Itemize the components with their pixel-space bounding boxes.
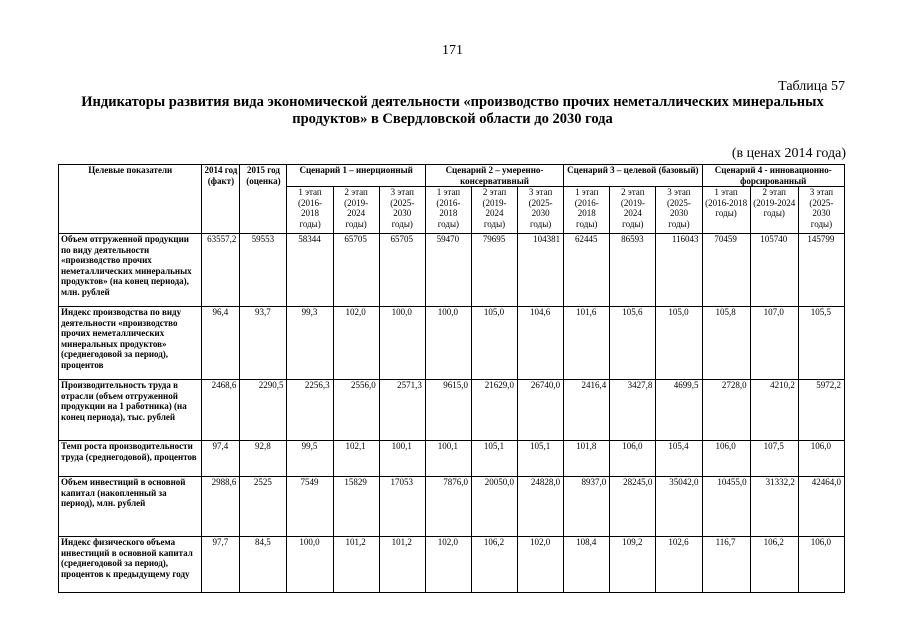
cell-value: 3427,8 xyxy=(610,380,656,441)
cell-value: 92,8 xyxy=(240,441,287,477)
row-indicator-name: Индекс производства по виду деятельности «производство прочих неметаллических минеральных продуктов» (среднегодовой за период), процентов xyxy=(59,307,202,380)
cell-value: 107,5 xyxy=(750,441,798,477)
table-row xyxy=(59,234,845,307)
stage-3-header: 3 этап (2025-2030 годы) xyxy=(798,187,844,234)
cell-value: 84,5 xyxy=(240,537,287,593)
cell-value: 100,1 xyxy=(425,441,471,477)
cell-value: 28245,0 xyxy=(610,477,656,537)
cell-value: 4210,2 xyxy=(750,380,798,441)
cell-value: 106,2 xyxy=(471,537,517,593)
cell-value: 97,7 xyxy=(202,537,240,593)
cell-value: 100,0 xyxy=(287,537,333,593)
cell-value: 24828,0 xyxy=(518,477,564,537)
cell-value: 2416,4 xyxy=(564,380,610,441)
cell-value: 42464,0 xyxy=(798,477,844,537)
cell-value: 99,5 xyxy=(287,441,333,477)
cell-value: 145799 xyxy=(798,234,844,307)
cell-value: 102,0 xyxy=(518,537,564,593)
stage-2-header: 2 этап (2019-2024 годы) xyxy=(471,187,517,234)
header-scenario-2: Сценарий 2 – умеренно-консервативный xyxy=(425,165,563,187)
table-label: Таблица 57 xyxy=(778,79,845,94)
cell-value: 63557,2 xyxy=(202,234,240,307)
cell-value: 105,6 xyxy=(610,307,656,380)
cell-value: 106,0 xyxy=(798,441,844,477)
cell-value: 105,5 xyxy=(798,307,844,380)
page-number: 171 xyxy=(442,43,463,58)
cell-value: 31332,2 xyxy=(750,477,798,537)
cell-value: 108,4 xyxy=(564,537,610,593)
cell-value: 101,2 xyxy=(379,537,425,593)
cell-value: 105740 xyxy=(750,234,798,307)
cell-value: 116043 xyxy=(656,234,702,307)
cell-value: 7876,0 xyxy=(425,477,471,537)
header-scenario-3: Сценарий 3 – целевой (базовый) xyxy=(564,165,702,187)
cell-value: 2290,5 xyxy=(240,380,287,441)
cell-value: 101,8 xyxy=(564,441,610,477)
cell-value: 5972,2 xyxy=(798,380,844,441)
cell-value: 70459 xyxy=(702,234,750,307)
header-row-scenarios xyxy=(59,165,845,187)
cell-value: 7549 xyxy=(287,477,333,537)
cell-value: 104,6 xyxy=(518,307,564,380)
stage-3-header: 3 этап (2025-2030 годы) xyxy=(518,187,564,234)
stage-2-header: 2 этап (2019-2024 годы) xyxy=(750,187,798,234)
cell-value: 59553 xyxy=(240,234,287,307)
cell-value: 101,2 xyxy=(333,537,379,593)
cell-value: 59470 xyxy=(425,234,471,307)
stage-3-header: 3 этап (2025-2030 годы) xyxy=(379,187,425,234)
cell-value: 21629,0 xyxy=(471,380,517,441)
header-scenario-4: Сценарий 4 - инновационно-форсированный xyxy=(702,165,845,187)
cell-value: 106,2 xyxy=(750,537,798,593)
cell-value: 17053 xyxy=(379,477,425,537)
cell-value: 2525 xyxy=(240,477,287,537)
cell-value: 93,7 xyxy=(240,307,287,380)
cell-value: 10455,0 xyxy=(702,477,750,537)
cell-value: 97,4 xyxy=(202,441,240,477)
cell-value: 102,0 xyxy=(333,307,379,380)
header-indicator: Целевые показатели xyxy=(59,165,202,234)
document-title xyxy=(40,94,865,128)
cell-value: 105,8 xyxy=(702,307,750,380)
title-line-1: Индикаторы развития вида экономической деятельности «производство прочих неметаллических минеральных xyxy=(81,94,824,110)
cell-value: 79695 xyxy=(471,234,517,307)
cell-value: 105,1 xyxy=(518,441,564,477)
cell-value: 8937,0 xyxy=(564,477,610,537)
cell-value: 100,0 xyxy=(379,307,425,380)
cell-value: 101,6 xyxy=(564,307,610,380)
cell-value: 2571,3 xyxy=(379,380,425,441)
cell-value: 62445 xyxy=(564,234,610,307)
cell-value: 65705 xyxy=(333,234,379,307)
cell-value: 15829 xyxy=(333,477,379,537)
cell-value: 104381 xyxy=(518,234,564,307)
cell-value: 116,7 xyxy=(702,537,750,593)
row-indicator-name: Производительность труда в отрасли (объем отгруженной продукции на 1 работника) (на конец периода), тыс. рублей xyxy=(59,380,202,441)
table-row xyxy=(59,441,845,477)
row-indicator-name: Индекс физического объема инвестиций в основной капитал (среднегодовой за период), процентов к предыдущему году xyxy=(59,537,202,593)
cell-value: 105,4 xyxy=(656,441,702,477)
cell-value: 4699,5 xyxy=(656,380,702,441)
cell-value: 96,4 xyxy=(202,307,240,380)
table-row xyxy=(59,537,845,593)
header-2015: 2015 год (оценка) xyxy=(240,165,287,234)
table-row xyxy=(59,307,845,380)
stage-1-header: 1 этап (2016-2018 годы) xyxy=(702,187,750,234)
unit-note: (в ценах 2014 года) xyxy=(731,146,846,161)
stage-1-header: 1 этап (2016-2018 годы) xyxy=(564,187,610,234)
cell-value: 86593 xyxy=(610,234,656,307)
cell-value: 65705 xyxy=(379,234,425,307)
indicators-table xyxy=(58,164,845,593)
cell-value: 102,0 xyxy=(425,537,471,593)
cell-value: 100,0 xyxy=(425,307,471,380)
header-scenario-1: Сценарий 1 – инерционный xyxy=(287,165,425,187)
cell-value: 106,0 xyxy=(610,441,656,477)
row-indicator-name: Объем отгруженной продукции по виду деятельности «производство прочих неметаллических минеральных продуктов» (на конец периода), млн. рублей xyxy=(59,234,202,307)
stage-1-header: 1 этап (2016-2018 годы) xyxy=(425,187,471,234)
cell-value: 99,3 xyxy=(287,307,333,380)
table-row xyxy=(59,477,845,537)
row-indicator-name: Темп роста производительности труда (среднегодовой), процентов xyxy=(59,441,202,477)
cell-value: 109,2 xyxy=(610,537,656,593)
cell-value: 100,1 xyxy=(379,441,425,477)
cell-value: 106,0 xyxy=(702,441,750,477)
cell-value: 35042,0 xyxy=(656,477,702,537)
cell-value: 105,1 xyxy=(471,441,517,477)
cell-value: 20050,0 xyxy=(471,477,517,537)
cell-value: 102,1 xyxy=(333,441,379,477)
cell-value: 2468,6 xyxy=(202,380,240,441)
cell-value: 9615,0 xyxy=(425,380,471,441)
stage-2-header: 2 этап (2019-2024 годы) xyxy=(333,187,379,234)
cell-value: 2256,3 xyxy=(287,380,333,441)
cell-value: 2988,6 xyxy=(202,477,240,537)
row-indicator-name: Объем инвестиций в основной капитал (накопленный за период), млн. рублей xyxy=(59,477,202,537)
cell-value: 105,0 xyxy=(656,307,702,380)
stage-1-header: 1 этап (2016-2018 годы) xyxy=(287,187,333,234)
cell-value: 2728,0 xyxy=(702,380,750,441)
stage-3-header: 3 этап (2025-2030 годы) xyxy=(656,187,702,234)
cell-value: 107,0 xyxy=(750,307,798,380)
stage-2-header: 2 этап (2019-2024 годы) xyxy=(610,187,656,234)
cell-value: 58344 xyxy=(287,234,333,307)
cell-value: 2556,0 xyxy=(333,380,379,441)
title-line-2: продуктов» в Свердловской области до 2030 года xyxy=(292,111,613,127)
cell-value: 102,6 xyxy=(656,537,702,593)
cell-value: 26740,0 xyxy=(518,380,564,441)
table-row xyxy=(59,380,845,441)
cell-value: 106,0 xyxy=(798,537,844,593)
header-2014: 2014 год (факт) xyxy=(202,165,240,234)
cell-value: 105,0 xyxy=(471,307,517,380)
